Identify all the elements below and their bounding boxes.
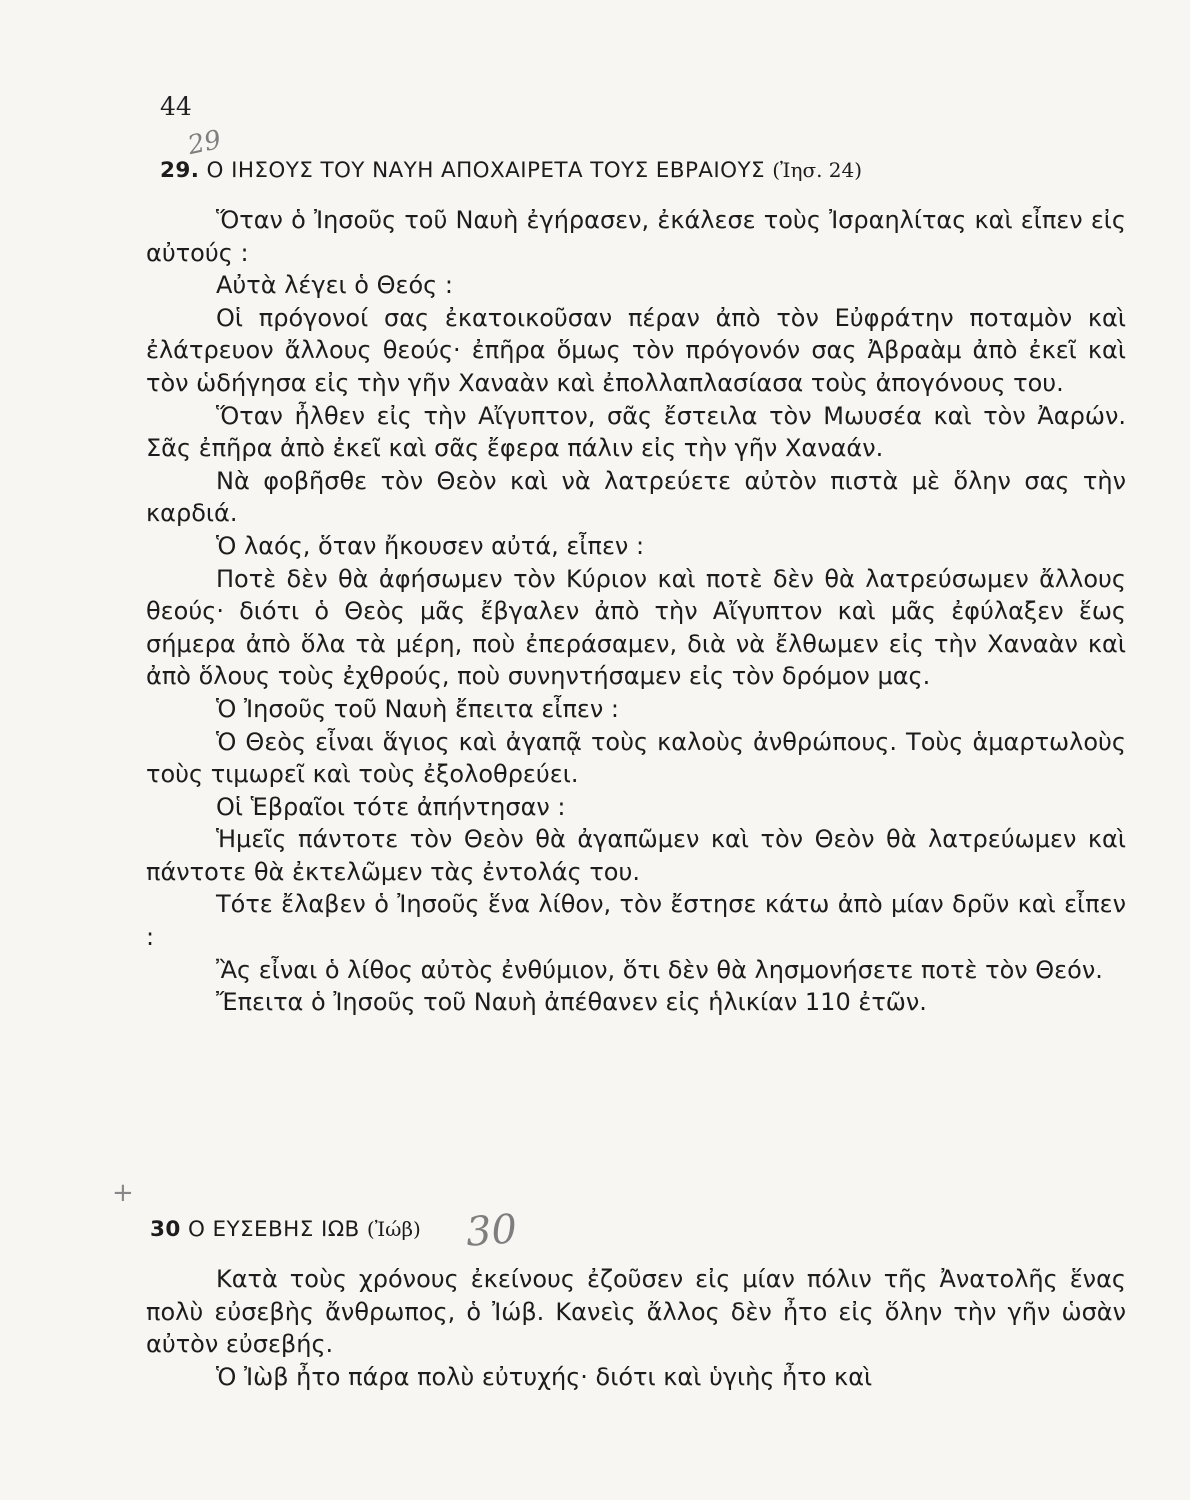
section-body bbox=[146, 204, 1126, 1019]
page-number: 44 bbox=[160, 92, 192, 121]
section-reference: (Ἰώβ) bbox=[366, 1217, 421, 1241]
paragraph: Οἱ πρόγονοί σας ἐκατοικοῦσαν πέραν ἀπὸ τὸν Εὐφράτην ποταμὸν καὶ ἐλάτρευον ἄλλους θεούς· ἐπῆρα ὅμως τὸν πρόγονόν σας Ἀβραὰμ ἀπὸ ἐκεῖ καὶ τὸν ὡδήγησα εἰς τὴν γῆν Χαναὰν καὶ ἐπολλαπλασίασα τοὺς ἀπογόνους του. bbox=[146, 303, 1126, 397]
paragraph: Ὁ λαός, ὅταν ἤκουσεν αὐτά, εἶπεν : bbox=[216, 531, 645, 560]
paragraph: Ὁ Ἰησοῦς τοῦ Ναυὴ ἔπειτα εἶπεν : bbox=[216, 694, 620, 723]
paragraph: Ποτὲ δὲν θὰ ἀφήσωμεν τὸν Κύριον καὶ ποτὲ δὲν θὰ λατρεύσωμεν ἄλλους θεούς· διότι ὁ Θεὸς μᾶς ἔβγαλεν ἀπὸ τὴν Αἴγυπτον καὶ μᾶς ἐφύλαξεν ἕως σήμερα ἀπὸ ὅλα τὰ μέρη, ποὺ ἐπεράσαμεν, διὰ νὰ ἔλθωμεν εἰς τὴν Χαναὰν καὶ ἀπὸ ὅλους τοὺς ἐχθρούς, ποὺ συνηντήσαμεν εἰς τὸν δρόμον μας. bbox=[146, 564, 1126, 691]
paragraph: Αὐτὰ λέγει ὁ Θεός : bbox=[216, 271, 453, 300]
paragraph: Ἡμεῖς πάντοτε τὸν Θεὸν θὰ ἀγαπῶμεν καὶ τὸν Θεὸν θὰ λατρεύωμεν καὶ πάντοτε θὰ ἐκτελῶμεν τὰς ἐντολάς του. bbox=[146, 825, 1126, 886]
paragraph: Ὅταν ὁ Ἰησοῦς τοῦ Ναυὴ ἐγήρασεν, ἐκάλεσε τοὺς Ἰσραηλίτας καὶ εἶπεν εἰς αὐτούς : bbox=[146, 206, 1126, 267]
handwritten-note: 30 bbox=[464, 1206, 519, 1256]
section-number: 30 bbox=[150, 1217, 181, 1242]
paragraph: Ἂς εἶναι ὁ λίθος αὐτὸς ἐνθύμιον, ὅτι δὲν θὰ λησμονήσετε ποτὲ τὸν Θεόν. bbox=[216, 955, 1103, 984]
section-reference: (Ἰησ. 24) bbox=[772, 158, 863, 182]
paragraph: Ὁ Ἰὼβ ἦτο πάρα πολὺ εὐτυχής· διότι καὶ ὑγιὴς ἦτο καὶ bbox=[216, 1362, 873, 1391]
paragraph: Οἱ Ἑβραῖοι τότε ἀπήντησαν : bbox=[216, 792, 566, 821]
section-heading bbox=[150, 1217, 421, 1242]
section-title: Ο ΕΥΣΕΒΗΣ ΙΩΒ bbox=[187, 1217, 360, 1242]
paragraph: Κατὰ τοὺς χρόνους ἐκείνους ἐζοῦσεν εἰς μίαν πόλιν τῆς Ἀνατολῆς ἕνας πολὺ εὐσεβὴς ἄνθρωπος, ὁ Ἰώβ. Κανεὶς ἄλλος δὲν ἦτο εἰς ὅλην τὴν γῆν ὡσὰν αὐτὸν εὐσεβής. bbox=[146, 1265, 1126, 1359]
paragraph: Τότε ἔλαβεν ὁ Ἰησοῦς ἕνα λίθον, τὸν ἔστησε κάτω ἀπὸ μίαν δρῦν καὶ εἶπεν : bbox=[146, 890, 1126, 952]
section-number: 29. bbox=[160, 158, 200, 183]
section-heading bbox=[160, 158, 862, 183]
paragraph: Ὁ Θεὸς εἶναι ἅγιος καὶ ἀγαπᾷ τοὺς καλοὺς ἀνθρώπους. Τοὺς ἁμαρτωλοὺς τοὺς τιμωρεῖ καὶ τοὺς ἐξολοθρεύει. bbox=[146, 727, 1126, 789]
handwritten-note: 29 bbox=[185, 124, 224, 162]
section-body bbox=[146, 1263, 1126, 1393]
paragraph: Ὅταν ἦλθεν εἰς τὴν Αἴγυπτον, σᾶς ἔστειλα τὸν Μωυσέα καὶ τὸν Ἀαρών. Σᾶς ἐπῆρα ἀπὸ ἐκεῖ καὶ σᾶς ἔφερα πάλιν εἰς τὴν γῆν Χαναάν. bbox=[146, 401, 1126, 463]
paragraph: Ἔπειτα ὁ Ἰησοῦς τοῦ Ναυὴ ἀπέθανεν εἰς ἡλικίαν 110 ἐτῶν. bbox=[216, 988, 927, 1017]
section-title: Ο ΙΗΣΟΥΣ ΤΟΥ ΝΑΥΗ ΑΠΟΧΑΙΡΕΤΑ ΤΟΥΣ ΕΒΡΑΙΟΥΣ bbox=[206, 158, 765, 183]
paragraph: Νὰ φοβῆσθε τὸν Θεὸν καὶ νὰ λατρεύετε αὐτὸν πιστὰ μὲ ὅλην σας τὴν καρδιά. bbox=[146, 466, 1126, 528]
pencil-plus-mark: + bbox=[112, 1178, 134, 1208]
